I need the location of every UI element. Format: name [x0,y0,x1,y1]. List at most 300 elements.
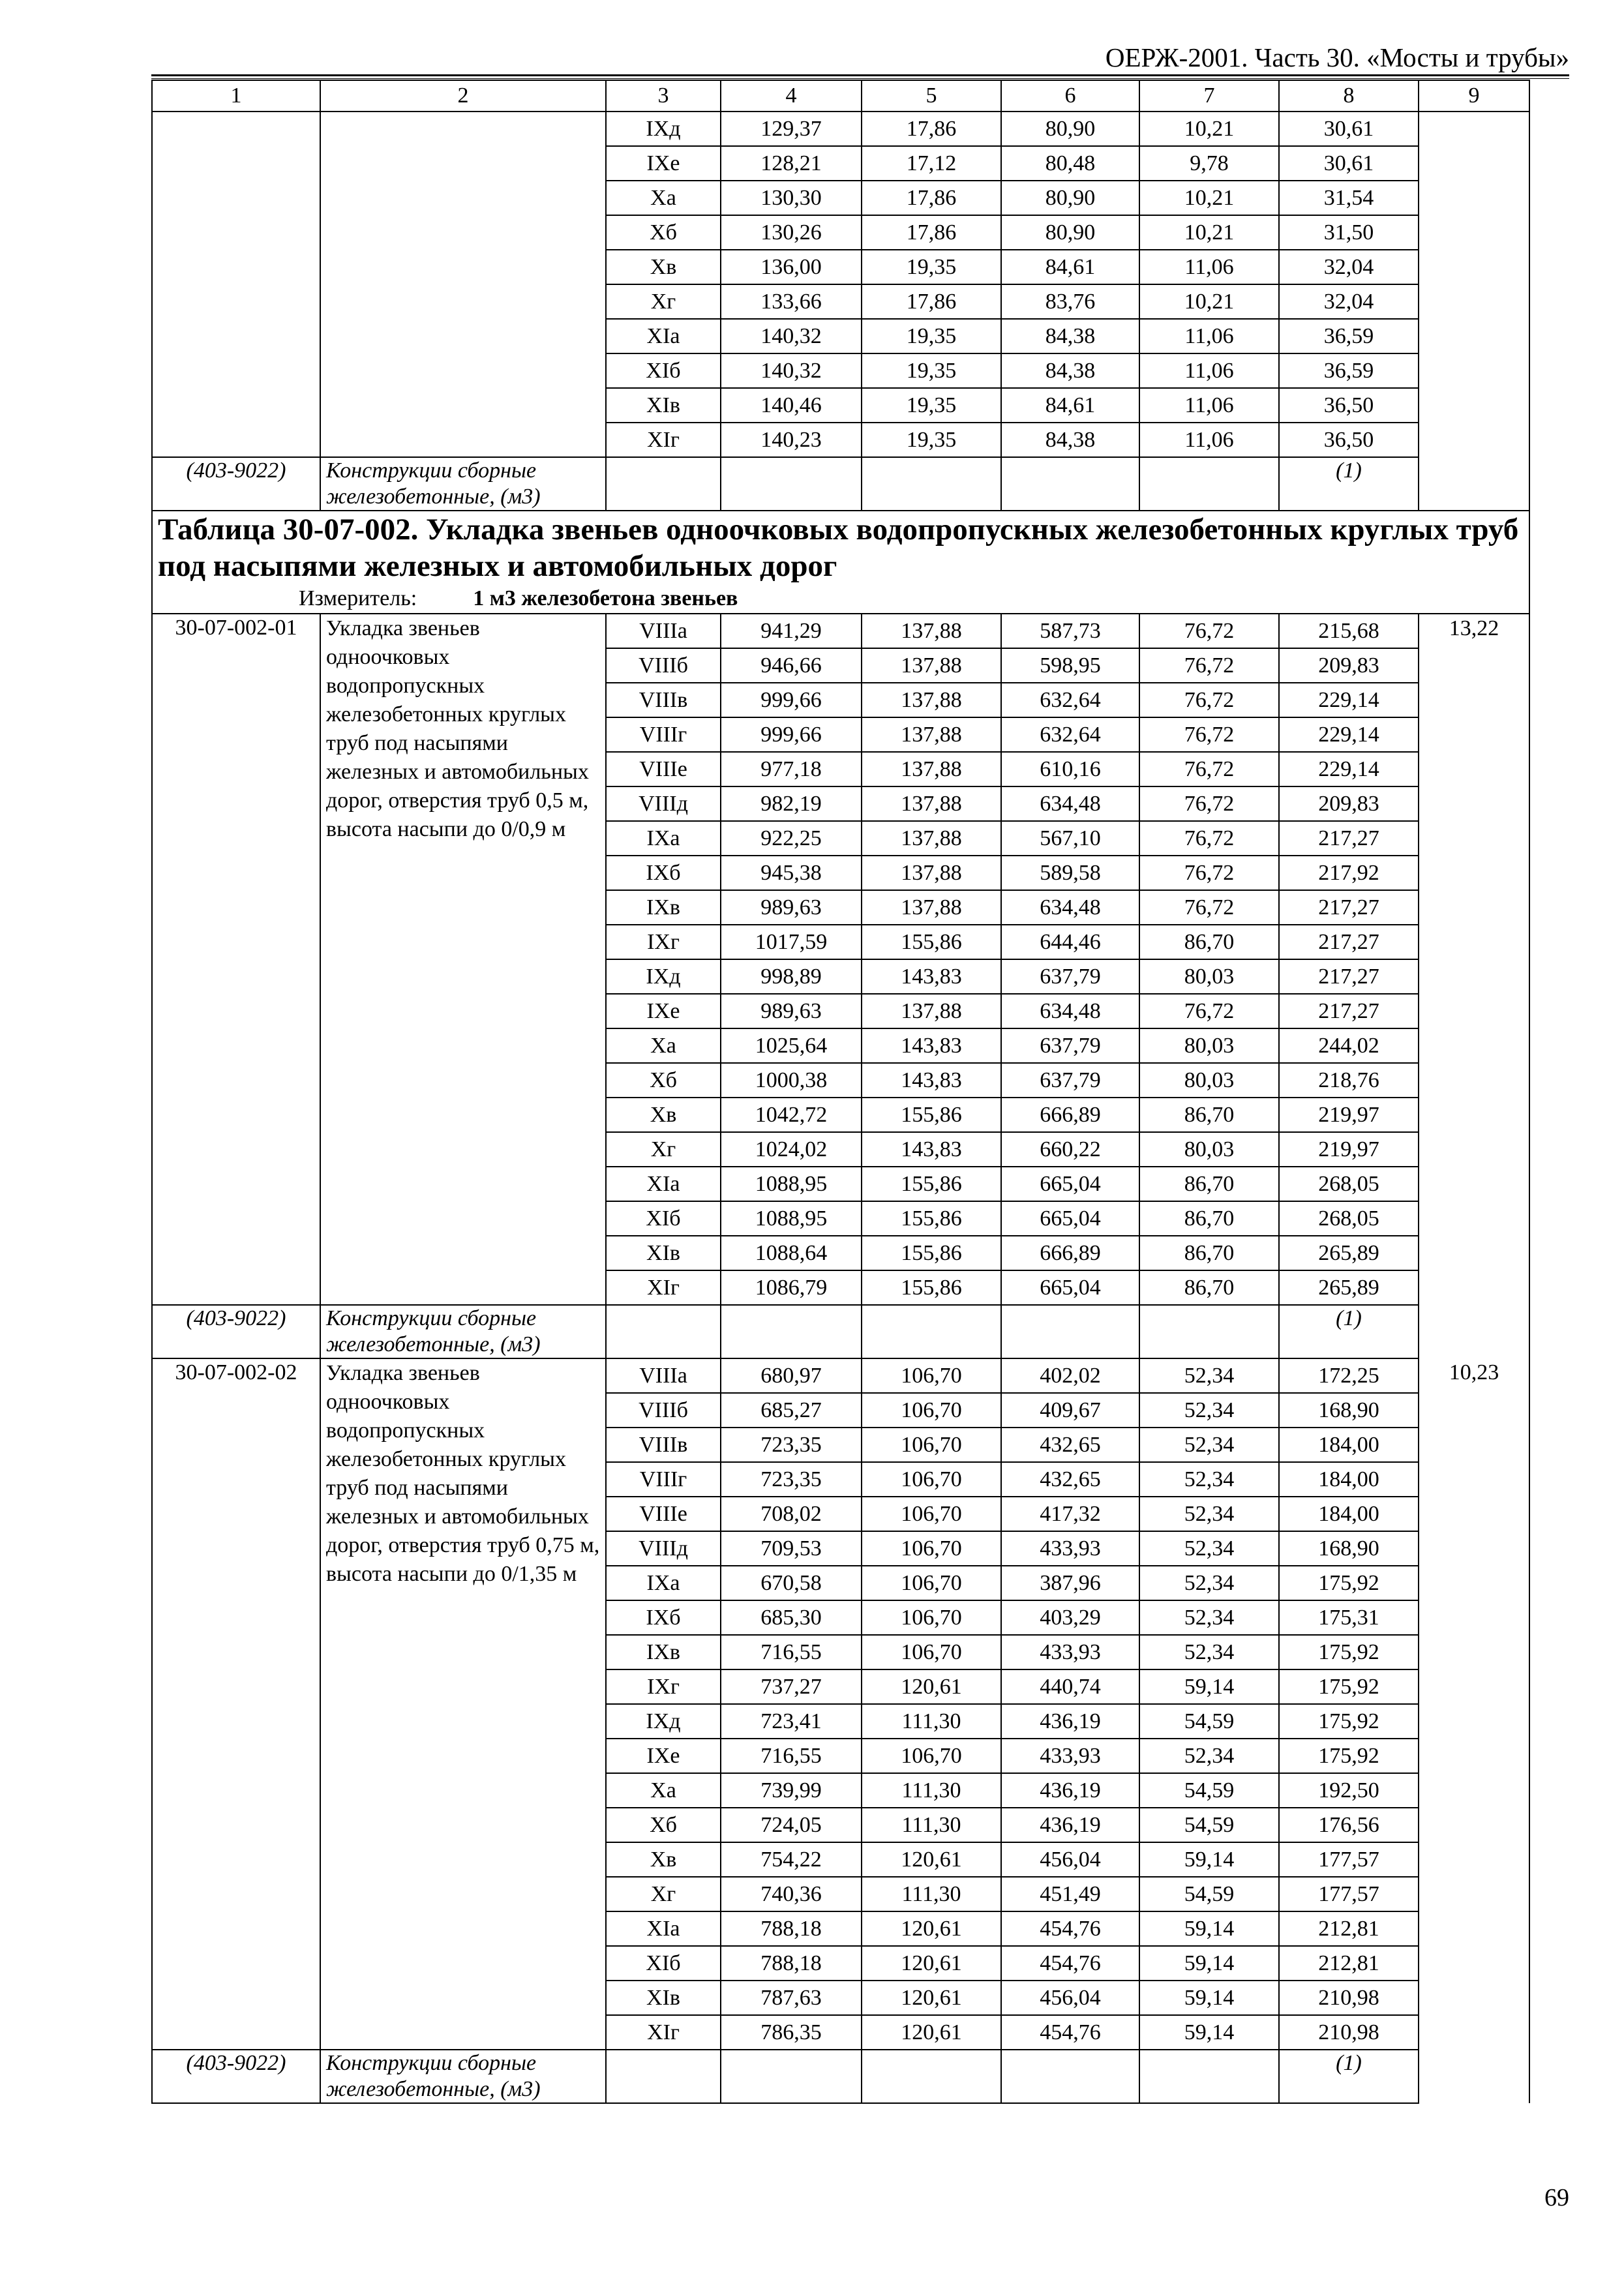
value-cell: 417,32 [1001,1497,1139,1531]
value-cell: 387,96 [1001,1566,1139,1600]
value-cell: 739,99 [721,1773,862,1808]
value-cell: 54,59 [1139,1877,1279,1911]
value-cell: 217,27 [1279,890,1419,925]
zone-cell: Xв [606,1098,721,1132]
value-cell: 86,70 [1139,1098,1279,1132]
value-cell: 172,25 [1279,1358,1419,1393]
value-cell: 84,38 [1001,353,1139,388]
data-row [152,112,1529,146]
zone-cell: IXе [606,1739,721,1773]
value-cell: 175,92 [1279,1739,1419,1773]
zone-cell: VIIIе [606,752,721,786]
value-cell: 84,38 [1001,423,1139,457]
value-cell: 433,93 [1001,1635,1139,1669]
value-cell: 11,06 [1139,353,1279,388]
value-cell: 175,92 [1279,1669,1419,1704]
value-cell: 86,70 [1139,1167,1279,1201]
value-cell: 268,05 [1279,1201,1419,1236]
zone-cell: IXв [606,1635,721,1669]
value-cell: 76,72 [1139,614,1279,648]
value-cell: 977,18 [721,752,862,786]
value-cell: 1025,64 [721,1028,862,1063]
value-cell: 120,61 [862,1946,1001,1981]
value-cell: 137,88 [862,994,1001,1028]
column-number: 1 [152,80,320,112]
value-cell: 265,89 [1279,1270,1419,1305]
value-cell: 175,92 [1279,1704,1419,1739]
zone-cell: Xб [606,1063,721,1098]
material-row [152,457,1529,511]
value-cell: 999,66 [721,683,862,717]
value-cell: 17,86 [862,181,1001,215]
value-cell: 137,88 [862,821,1001,856]
value-cell: 451,49 [1001,1877,1139,1911]
zone-cell: XIа [606,1167,721,1201]
empty-cell [1419,112,1529,511]
value-cell: 54,59 [1139,1773,1279,1808]
value-cell: 265,89 [1279,1236,1419,1270]
value-cell: 11,06 [1139,319,1279,353]
header-rule [151,74,1569,76]
empty-cell [606,2050,721,2103]
value-cell: 155,86 [862,1270,1001,1305]
value-cell: 632,64 [1001,717,1139,752]
value-cell: 52,34 [1139,1531,1279,1566]
value-cell: 786,35 [721,2015,862,2050]
value-cell: 665,04 [1001,1167,1139,1201]
value-cell: 1042,72 [721,1098,862,1132]
table-title: Таблица 30-07-002. Укладка звеньев одноочковых водопропускных железобетонных круглых труб под насыпями железных и автомобильных дорог [158,513,1519,583]
value-cell: 19,35 [862,250,1001,284]
value-cell: 52,34 [1139,1462,1279,1497]
value-cell: 80,90 [1001,181,1139,215]
unit-line [299,584,1524,613]
value-cell: 155,86 [862,1098,1001,1132]
value-cell: 52,34 [1139,1393,1279,1428]
value-cell: 587,73 [1001,614,1139,648]
value-cell: 130,30 [721,181,862,215]
zone-cell: VIIIг [606,1462,721,1497]
zone-cell: VIIIб [606,648,721,683]
table-body [152,80,1529,2103]
empty-cell [721,457,862,511]
zone-cell: XIг [606,423,721,457]
value-cell: 59,14 [1139,2015,1279,2050]
value-cell: 218,76 [1279,1063,1419,1098]
value-cell: 217,27 [1279,821,1419,856]
value-cell: 80,03 [1139,959,1279,994]
value-cell: 76,72 [1139,821,1279,856]
value-cell: 10,21 [1139,112,1279,146]
zone-cell: XIг [606,1270,721,1305]
value-cell: 219,97 [1279,1098,1419,1132]
value-cell: 1088,95 [721,1167,862,1201]
value-cell: 440,74 [1001,1669,1139,1704]
value-cell: 665,04 [1001,1270,1139,1305]
material-row [152,2050,1529,2103]
value-cell: 433,93 [1001,1739,1139,1773]
value-cell: 1024,02 [721,1132,862,1167]
value-cell: 36,50 [1279,423,1419,457]
zone-cell: IXа [606,1566,721,1600]
value-cell: 941,29 [721,614,862,648]
value-cell: 106,70 [862,1566,1001,1600]
value-cell: 133,66 [721,284,862,319]
zone-cell: Xв [606,250,721,284]
empty-cell [606,457,721,511]
table-title-row [152,511,1529,614]
value-cell: 76,72 [1139,994,1279,1028]
zone-cell: IXе [606,994,721,1028]
empty-cell [606,1305,721,1358]
value-cell: 120,61 [862,1669,1001,1704]
value-cell: 998,89 [721,959,862,994]
zone-cell: IXд [606,1704,721,1739]
value-cell: 168,90 [1279,1531,1419,1566]
value-cell: 10,21 [1139,215,1279,250]
value-cell: 106,70 [862,1428,1001,1462]
value-cell: 31,54 [1279,181,1419,215]
value-cell: 31,50 [1279,215,1419,250]
value-cell: 670,58 [721,1566,862,1600]
material-name: Конструкции сборные железобетонные, (м3) [320,457,606,511]
value-cell: 54,59 [1139,1704,1279,1739]
value-cell: 30,61 [1279,146,1419,181]
value-cell: 140,32 [721,319,862,353]
header-rule-thin [151,78,1569,79]
value-cell: 130,26 [721,215,862,250]
value-cell: 76,72 [1139,683,1279,717]
value-cell: 244,02 [1279,1028,1419,1063]
value-cell: 632,64 [1001,683,1139,717]
empty-cell [1001,1305,1139,1358]
value-cell: 76,72 [1139,890,1279,925]
zone-cell: Xв [606,1842,721,1877]
zone-cell: IXд [606,959,721,994]
value-cell: 36,59 [1279,319,1419,353]
value-cell: 155,86 [862,1236,1001,1270]
value-cell: 209,83 [1279,648,1419,683]
column-number: 3 [606,80,721,112]
value-cell: 137,88 [862,717,1001,752]
empty-cell [862,1305,1001,1358]
value-cell: 30,61 [1279,112,1419,146]
value-cell: 106,70 [862,1462,1001,1497]
value-cell: 229,14 [1279,717,1419,752]
value-cell: 106,70 [862,1393,1001,1428]
value-cell: 80,48 [1001,146,1139,181]
value-cell: 54,59 [1139,1808,1279,1842]
value-cell: 128,21 [721,146,862,181]
zone-cell: VIIIа [606,614,721,648]
zone-cell: VIIIд [606,786,721,821]
value-cell: 454,76 [1001,2015,1139,2050]
material-unit-count: (1) [1279,457,1419,511]
value-cell: 176,56 [1279,1808,1419,1842]
zone-cell: VIIIв [606,1428,721,1462]
value-cell: 155,86 [862,1201,1001,1236]
value-cell: 140,46 [721,388,862,423]
value-cell: 80,03 [1139,1132,1279,1167]
value-cell: 140,23 [721,423,862,457]
value-cell: 59,14 [1139,1946,1279,1981]
column-number: 9 [1419,80,1529,112]
value-cell: 217,27 [1279,925,1419,959]
value-cell: 212,81 [1279,1946,1419,1981]
value-cell: 1000,38 [721,1063,862,1098]
value-cell: 209,83 [1279,786,1419,821]
value-cell: 137,88 [862,856,1001,890]
value-cell: 454,76 [1001,1946,1139,1981]
value-cell: 111,30 [862,1877,1001,1911]
zone-cell: Xб [606,215,721,250]
value-cell: 436,19 [1001,1808,1139,1842]
value-cell: 52,34 [1139,1600,1279,1635]
value-cell: 137,88 [862,752,1001,786]
value-cell: 598,95 [1001,648,1139,683]
value-cell: 229,14 [1279,683,1419,717]
value-cell: 989,63 [721,890,862,925]
value-cell: 685,27 [721,1393,862,1428]
value-cell: 11,06 [1139,388,1279,423]
value-cell: 80,90 [1001,112,1139,146]
value-cell: 84,38 [1001,319,1139,353]
value-cell: 111,30 [862,1808,1001,1842]
value-cell: 76,72 [1139,717,1279,752]
value-cell: 184,00 [1279,1497,1419,1531]
zone-cell: IXе [606,146,721,181]
value-cell: 155,86 [862,1167,1001,1201]
value-cell: 137,88 [862,648,1001,683]
value-cell: 723,41 [721,1704,862,1739]
value-cell: 106,70 [862,1635,1001,1669]
value-cell: 567,10 [1001,821,1139,856]
empty-cell [320,112,606,457]
value-cell: 660,22 [1001,1132,1139,1167]
value-cell: 432,65 [1001,1428,1139,1462]
material-unit-count: (1) [1279,1305,1419,1358]
value-cell: 52,34 [1139,1566,1279,1600]
value-cell: 143,83 [862,1063,1001,1098]
overhead-value: 13,22 [1419,614,1529,1358]
value-cell: 219,97 [1279,1132,1419,1167]
value-cell: 922,25 [721,821,862,856]
value-cell: 402,02 [1001,1358,1139,1393]
value-cell: 1017,59 [721,925,862,959]
material-row [152,1305,1529,1358]
value-cell: 17,86 [862,215,1001,250]
value-cell: 59,14 [1139,1669,1279,1704]
data-row [152,1358,1529,1393]
column-number: 7 [1139,80,1279,112]
value-cell: 52,34 [1139,1635,1279,1669]
value-cell: 709,53 [721,1531,862,1566]
value-cell: 52,34 [1139,1358,1279,1393]
rate-description: Укладка звеньев одноочковых водопропускных железобетонных круглых труб под насыпями железных и автомобильных дорог, отверстия труб 0,5 м, высота насыпи до 0/0,9 м [320,614,606,1305]
value-cell: 10,21 [1139,284,1279,319]
material-unit-count: (1) [1279,2050,1419,2103]
value-cell: 723,35 [721,1428,862,1462]
value-cell: 1086,79 [721,1270,862,1305]
value-cell: 788,18 [721,1911,862,1946]
value-cell: 86,70 [1139,1270,1279,1305]
value-cell: 17,86 [862,284,1001,319]
zone-cell: VIIIе [606,1497,721,1531]
value-cell: 184,00 [1279,1428,1419,1462]
zone-cell: Xа [606,181,721,215]
zone-cell: IXд [606,112,721,146]
zone-cell: XIг [606,2015,721,2050]
material-code: (403-9022) [152,457,320,511]
value-cell: 210,98 [1279,2015,1419,2050]
value-cell: 456,04 [1001,1981,1139,2015]
value-cell: 52,34 [1139,1428,1279,1462]
rates-table [151,80,1530,2104]
value-cell: 17,86 [862,112,1001,146]
value-cell: 120,61 [862,1981,1001,2015]
zone-cell: IXг [606,1669,721,1704]
value-cell: 80,03 [1139,1028,1279,1063]
value-cell: 76,72 [1139,752,1279,786]
value-cell: 80,03 [1139,1063,1279,1098]
value-cell: 19,35 [862,319,1001,353]
value-cell: 19,35 [862,388,1001,423]
zone-cell: VIIIа [606,1358,721,1393]
zone-cell: XIв [606,1236,721,1270]
value-cell: 723,35 [721,1462,862,1497]
value-cell: 666,89 [1001,1236,1139,1270]
value-cell: 436,19 [1001,1773,1139,1808]
zone-cell: XIв [606,388,721,423]
unit-label: Измеритель: [299,586,417,610]
value-cell: 432,65 [1001,1462,1139,1497]
value-cell: 155,86 [862,925,1001,959]
value-cell: 19,35 [862,423,1001,457]
value-cell: 634,48 [1001,890,1139,925]
empty-cell [1001,457,1139,511]
value-cell: 11,06 [1139,423,1279,457]
value-cell: 666,89 [1001,1098,1139,1132]
zone-cell: VIIIб [606,1393,721,1428]
zone-cell: IXб [606,1600,721,1635]
empty-cell [721,2050,862,2103]
zone-cell: VIIIв [606,683,721,717]
value-cell: 946,66 [721,648,862,683]
value-cell: 80,90 [1001,215,1139,250]
value-cell: 9,78 [1139,146,1279,181]
zone-cell: IXб [606,856,721,890]
value-cell: 175,92 [1279,1566,1419,1600]
zone-cell: Xг [606,1877,721,1911]
value-cell: 708,02 [721,1497,862,1531]
value-cell: 32,04 [1279,284,1419,319]
value-cell: 86,70 [1139,925,1279,959]
value-cell: 76,72 [1139,856,1279,890]
empty-cell [1139,2050,1279,2103]
rate-code: 30-07-002-02 [152,1358,320,2050]
value-cell: 143,83 [862,1028,1001,1063]
zone-cell: XIа [606,319,721,353]
value-cell: 945,38 [721,856,862,890]
value-cell: 177,57 [1279,1842,1419,1877]
overhead-value: 10,23 [1419,1358,1529,2103]
value-cell: 111,30 [862,1704,1001,1739]
value-cell: 637,79 [1001,959,1139,994]
value-cell: 724,05 [721,1808,862,1842]
zone-cell: Xа [606,1028,721,1063]
value-cell: 634,48 [1001,994,1139,1028]
value-cell: 137,88 [862,890,1001,925]
value-cell: 86,70 [1139,1236,1279,1270]
zone-cell: IXв [606,890,721,925]
value-cell: 436,19 [1001,1704,1139,1739]
value-cell: 184,00 [1279,1462,1419,1497]
material-code: (403-9022) [152,1305,320,1358]
value-cell: 716,55 [721,1739,862,1773]
value-cell: 192,50 [1279,1773,1419,1808]
value-cell: 999,66 [721,717,862,752]
value-cell: 175,92 [1279,1635,1419,1669]
data-row [152,614,1529,648]
value-cell: 84,61 [1001,250,1139,284]
value-cell: 137,88 [862,683,1001,717]
value-cell: 106,70 [862,1497,1001,1531]
value-cell: 1088,64 [721,1236,862,1270]
value-cell: 177,57 [1279,1877,1419,1911]
value-cell: 106,70 [862,1600,1001,1635]
value-cell: 610,16 [1001,752,1139,786]
value-cell: 589,58 [1001,856,1139,890]
value-cell: 737,27 [721,1669,862,1704]
value-cell: 120,61 [862,1842,1001,1877]
value-cell: 136,00 [721,250,862,284]
value-cell: 634,48 [1001,786,1139,821]
value-cell: 36,59 [1279,353,1419,388]
value-cell: 210,98 [1279,1981,1419,2015]
value-cell: 32,04 [1279,250,1419,284]
value-cell: 454,76 [1001,1911,1139,1946]
value-cell: 137,88 [862,786,1001,821]
empty-cell [862,2050,1001,2103]
value-cell: 217,27 [1279,994,1419,1028]
value-cell: 106,70 [862,1358,1001,1393]
value-cell: 716,55 [721,1635,862,1669]
zone-cell: XIб [606,1946,721,1981]
value-cell: 106,70 [862,1739,1001,1773]
rate-description: Укладка звеньев одноочковых водопропускных железобетонных круглых труб под насыпями железных и автомобильных дорог, отверстия труб 0,75 м, высота насыпи до 0/1,35 м [320,1358,606,2050]
page-header [151,38,1569,74]
value-cell: 17,12 [862,146,1001,181]
material-name: Конструкции сборные железобетонные, (м3) [320,2050,606,2103]
value-cell: 685,30 [721,1600,862,1635]
zone-cell: Xб [606,1808,721,1842]
value-cell: 52,34 [1139,1739,1279,1773]
rate-code: 30-07-002-01 [152,614,320,1305]
value-cell: 637,79 [1001,1028,1139,1063]
value-cell: 111,30 [862,1773,1001,1808]
empty-cell [1139,457,1279,511]
value-cell: 229,14 [1279,752,1419,786]
value-cell: 217,27 [1279,959,1419,994]
value-cell: 409,67 [1001,1393,1139,1428]
value-cell: 754,22 [721,1842,862,1877]
zone-cell: Xг [606,284,721,319]
value-cell: 403,29 [1001,1600,1139,1635]
zone-cell: XIв [606,1981,721,2015]
value-cell: 36,50 [1279,388,1419,423]
value-cell: 168,90 [1279,1393,1419,1428]
value-cell: 740,36 [721,1877,862,1911]
